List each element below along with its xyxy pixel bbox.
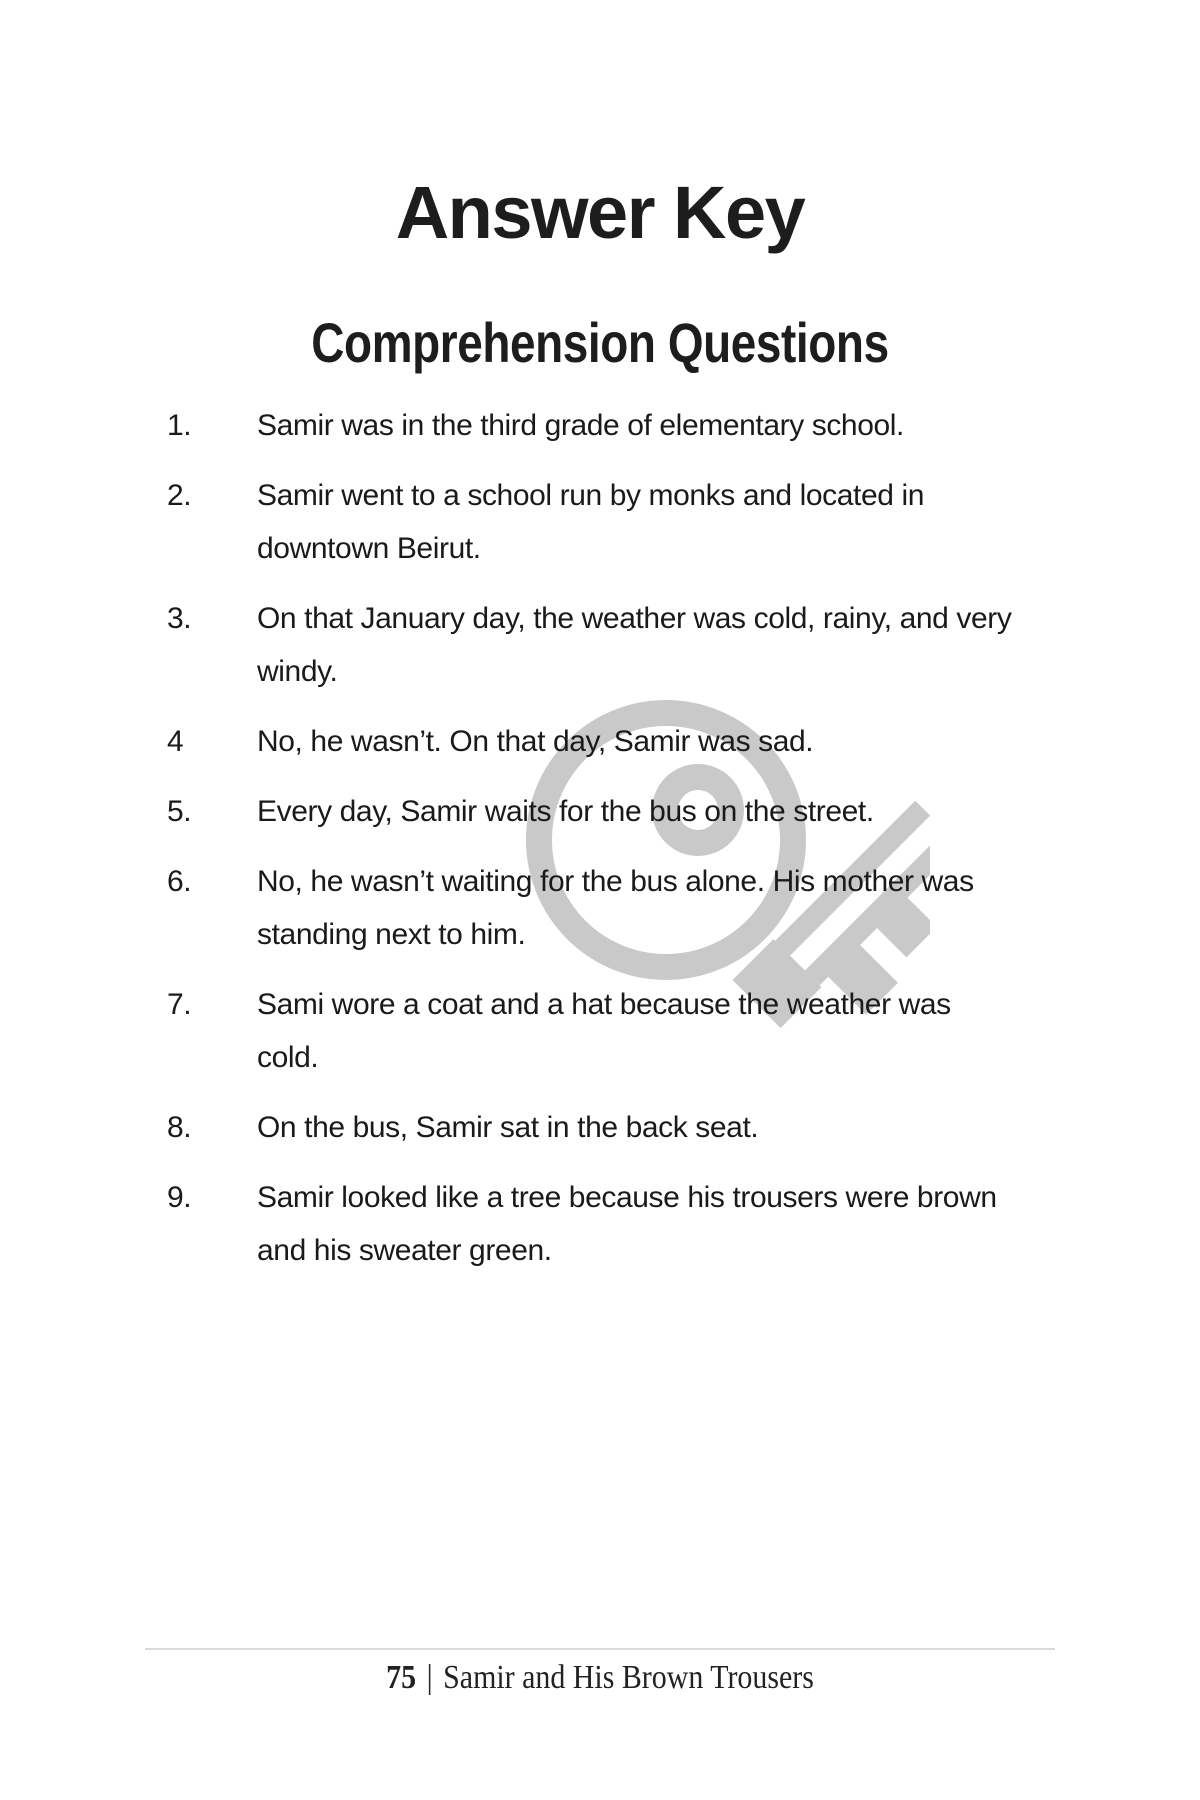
book-title: Samir and His Brown Trousers [443,1659,814,1696]
answer-number: 2. [167,479,192,512]
answer-number: 8. [167,1111,192,1144]
answer-number: 6. [167,865,192,898]
answer-line: No, he wasn’t. On that day, Samir was sad. [257,725,814,758]
answer-lines [257,1171,1200,1277]
answer-line: Samir went to a school run by monks and located in [257,479,925,512]
answer-line: and his sweater green. [257,1234,552,1267]
answer-line: downtown Beirut. [257,532,481,565]
answer-item [0,399,1200,452]
answer-lines [257,785,1200,838]
answers-list [0,399,1200,1294]
answer-item [0,785,1200,838]
answer-line: Samir was in the third grade of elementary school. [257,409,904,442]
answer-number: 7. [167,988,192,1021]
answer-item [0,855,1200,961]
page-footer [72,1653,1128,1703]
answer-item [0,469,1200,575]
answer-item [0,715,1200,768]
answer-number: 1. [167,409,192,442]
answer-item [0,1171,1200,1277]
footer-divider [145,1648,1055,1650]
answer-line: Samir looked like a tree because his trousers were brown [257,1181,997,1214]
section-heading: Comprehension Questions [311,311,889,374]
answer-lines [257,399,1200,452]
answer-line: On that January day, the weather was cold, rainy, and very [257,602,1012,635]
answer-line: On the bus, Samir sat in the back seat. [257,1111,759,1144]
answer-lines [257,855,1200,961]
answer-line: Sami wore a coat and a hat because the weather was [257,988,951,1021]
page-title: Answer Key [395,171,805,254]
answer-line: cold. [257,1041,319,1074]
answer-lines [257,469,1200,575]
answer-item [0,1101,1200,1154]
answer-lines [257,592,1200,698]
answer-number: 4 [167,725,184,758]
answer-line: standing next to him. [257,918,526,951]
page-number: 75 [386,1659,417,1696]
answer-lines [257,1101,1200,1154]
answer-line: windy. [257,655,338,688]
answer-number: 5. [167,795,192,828]
answer-lines [257,715,1200,768]
answer-number: 3. [167,602,192,635]
answer-item [0,592,1200,698]
footer-separator: | [426,1659,433,1696]
answer-line: No, he wasn’t waiting for the bus alone. His mother was [257,865,974,898]
answer-item [0,978,1200,1084]
answer-lines [257,978,1200,1084]
answer-line: Every day, Samir waits for the bus on the street. [257,795,874,828]
answer-number: 9. [167,1181,192,1214]
